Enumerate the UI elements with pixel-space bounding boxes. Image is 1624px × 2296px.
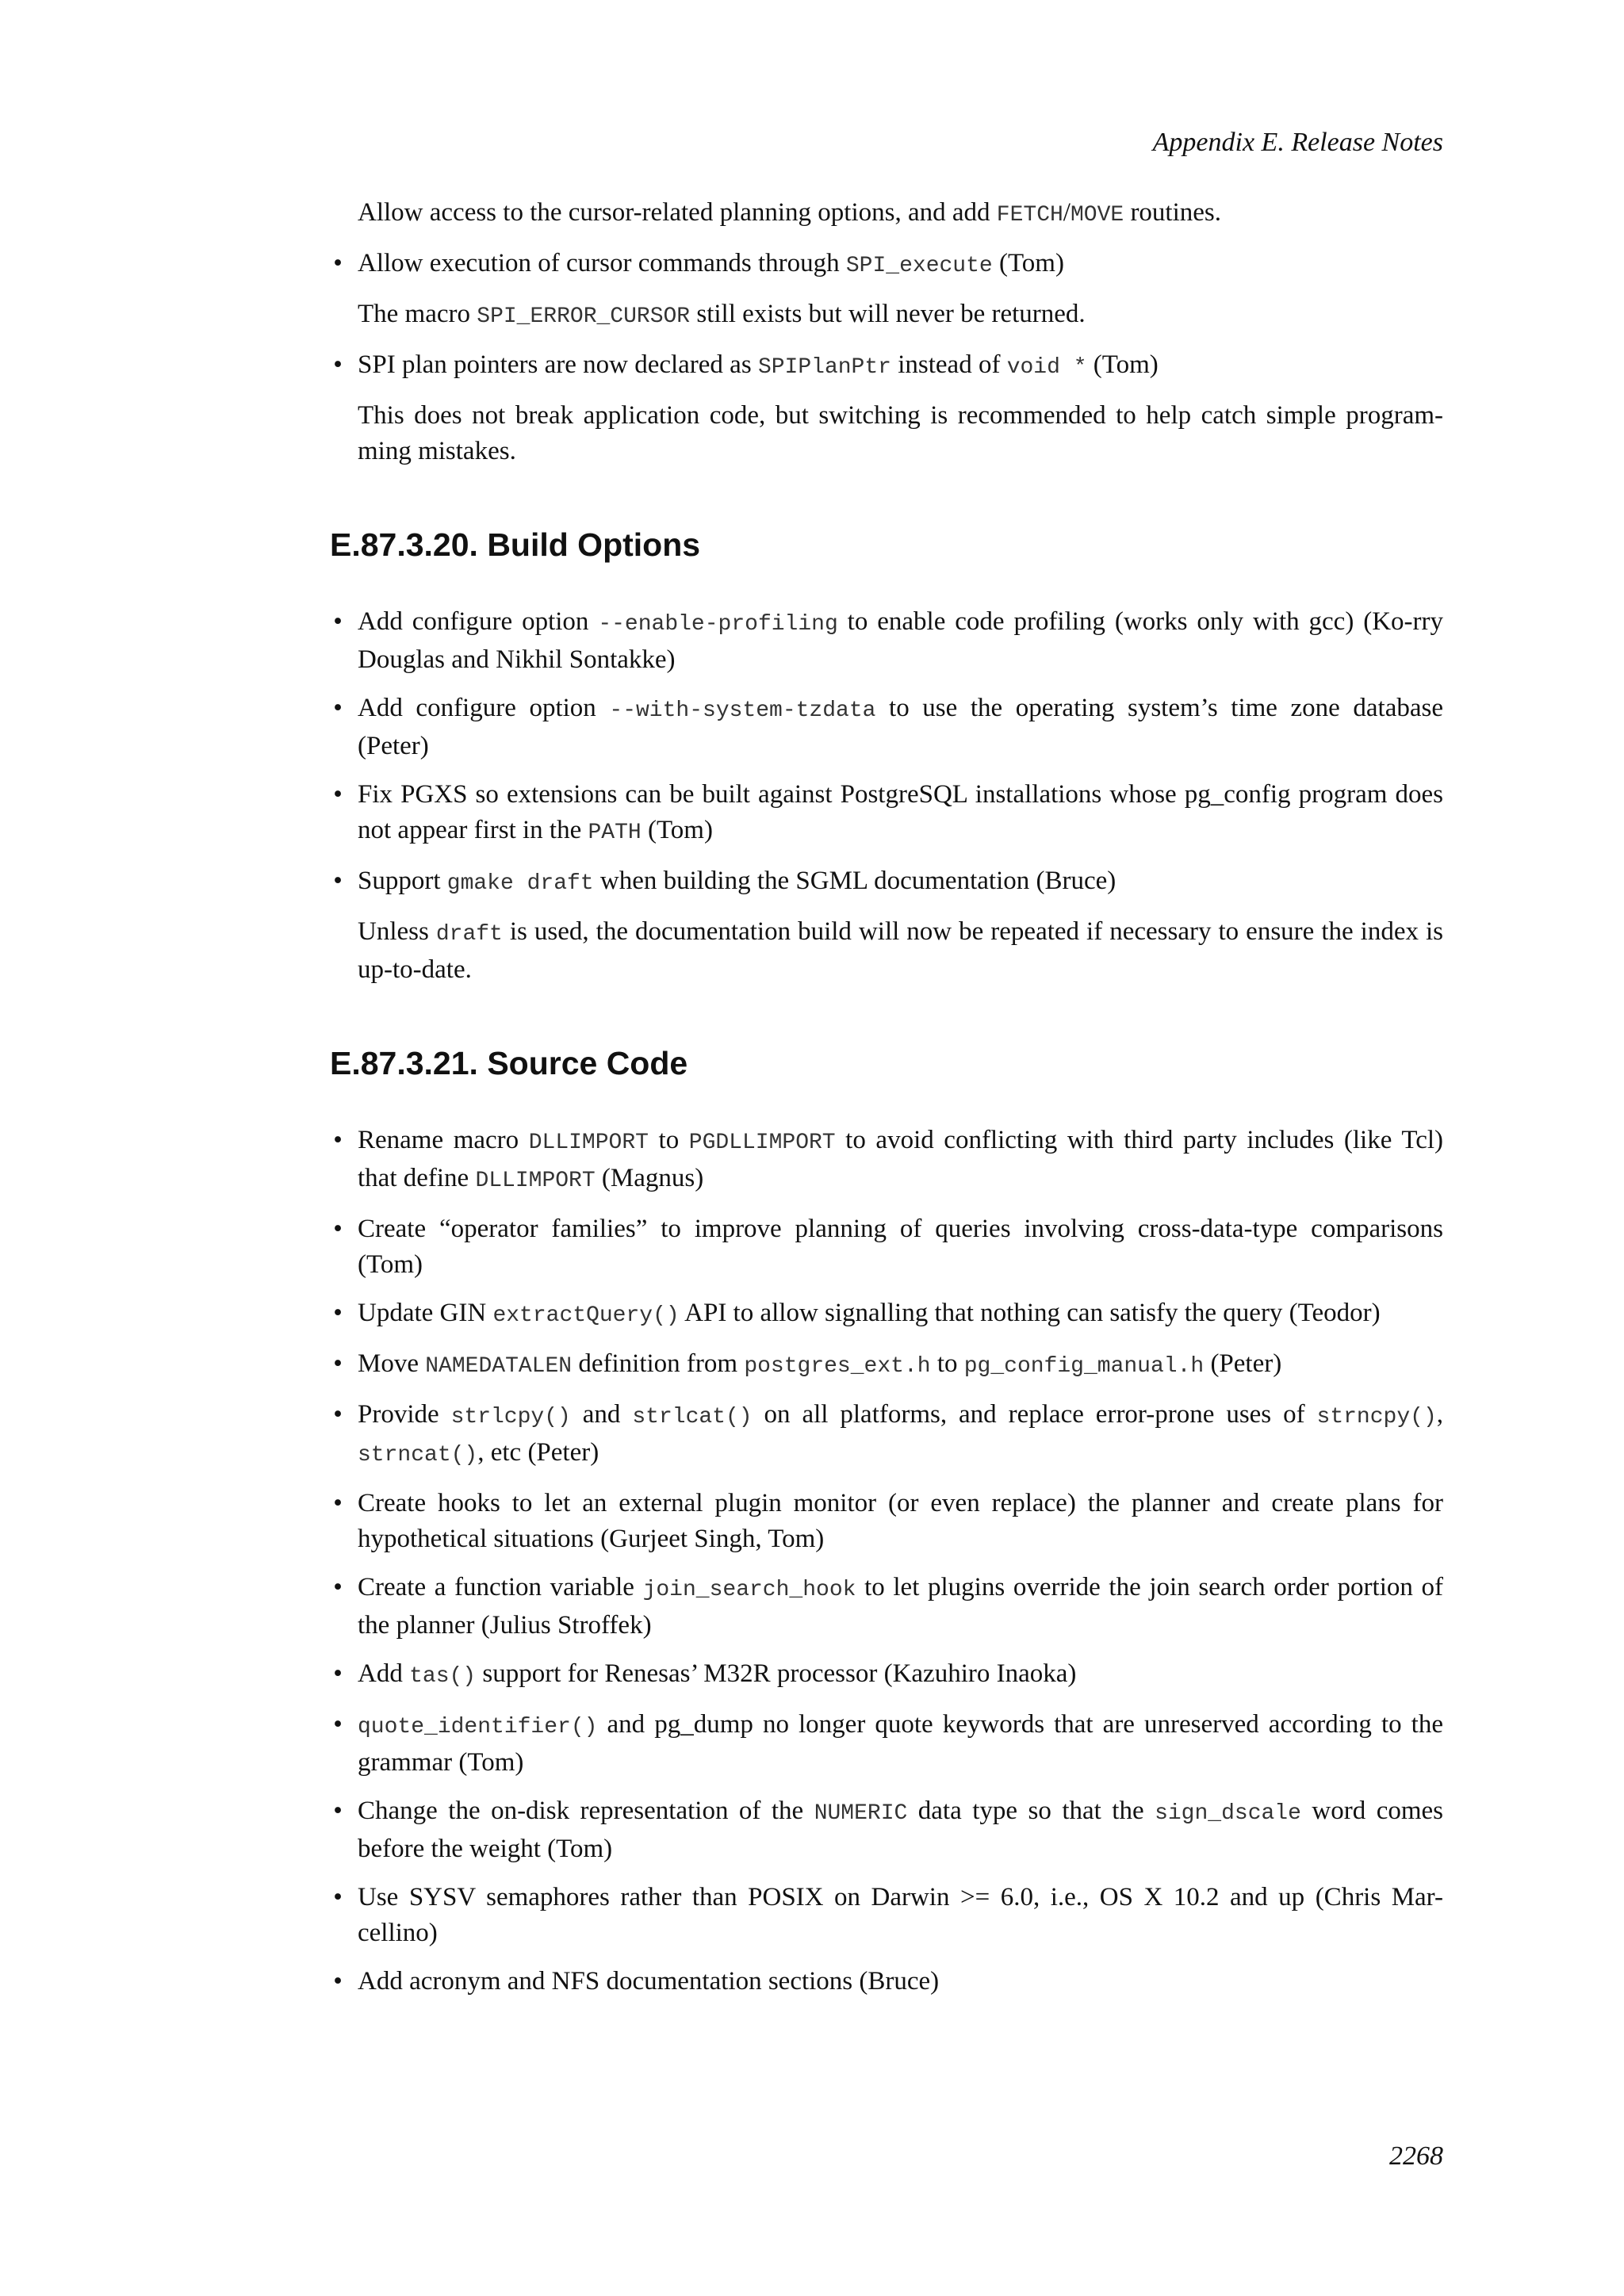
bullet-icon: • <box>333 1710 343 1739</box>
code-literal: sign_dscale <box>1155 1801 1301 1826</box>
code-literal: --with-system-tzdata <box>609 698 876 723</box>
list-item <box>333 1793 1443 1867</box>
bullet-icon: • <box>333 350 343 379</box>
bullet-icon: • <box>333 1400 343 1429</box>
list-item <box>333 246 1443 284</box>
code-literal: FETCH <box>996 203 1063 228</box>
list-item <box>333 1880 1443 1951</box>
code-literal: strlcat() <box>632 1405 753 1429</box>
list-item-text: Add configure option --with-system-tzdata to use the operating system’s time zone database (Peter) <box>358 694 1443 760</box>
list-item-text: Create hooks to let an external plugin monitor (or even replace) the planner and create plans for hypothetical situations (Gurjeet Singh, Tom) <box>358 1489 1443 1553</box>
list-item-text: Create a function variable join_search_hook to let plugins override the join search order portion of the planner (Julius Stroffek) <box>358 1573 1443 1640</box>
bullet-icon: • <box>333 249 343 277</box>
bullet-icon: • <box>333 1299 343 1327</box>
list-item <box>333 1346 1443 1384</box>
paragraph: Allow access to the cursor-related planning options, and add FETCH/MOVE routines. <box>358 198 1222 228</box>
code-literal: MOVE <box>1070 203 1124 228</box>
list-item-text: Create “operator families” to improve planning of queries involving cross-data-type comparisons (Tom) <box>358 1215 1443 1279</box>
code-literal: tas() <box>409 1664 477 1689</box>
code-literal: DLLIMPORT <box>528 1131 649 1155</box>
page-content <box>330 195 1443 2012</box>
section-heading-source-code: E.87.3.21. Source Code <box>330 1045 688 1081</box>
code-literal: gmake draft <box>446 871 594 896</box>
code-literal: join_search_hook <box>642 1578 856 1602</box>
list-item <box>333 1656 1443 1694</box>
bullet-icon: • <box>333 1883 343 1911</box>
bullet-icon: • <box>333 607 343 636</box>
section-heading-build-options: E.87.3.20. Build Options <box>330 526 701 563</box>
list-item-text: Fix PGXS so extensions can be built against PostgreSQL installations whose pg_config program does not appear first in the PATH (Tom) <box>358 780 1443 845</box>
list-item <box>333 347 1443 385</box>
list-item-text: SPI plan pointers are now declared as SPIPlanPtr instead of void * (Tom) <box>358 350 1159 380</box>
list-item-text: Rename macro DLLIMPORT to PGDLLIMPORT to avoid conflicting with third party includes (like Tcl) that define DLLIMPORT (Magnus) <box>358 1126 1443 1193</box>
list-item <box>333 777 1443 851</box>
list-item <box>333 1397 1443 1473</box>
paragraph: Unless draft is used, the documentation build will now be repeated if necessary to ensure the index is up-to-date. <box>358 917 1443 984</box>
list-item <box>333 1707 1443 1781</box>
list-item <box>333 604 1443 678</box>
list-item-text: Add configure option --enable-profiling to enable code profiling (works only with gcc) (Ko-rry Douglas and Nikhil Sontakke) <box>358 607 1443 674</box>
code-literal: NAMEDATALEN <box>425 1354 573 1379</box>
code-literal: PGDLLIMPORT <box>688 1131 836 1155</box>
list-item-text: quote_identifier() and pg_dump no longer quote keywords that are unreserved according to the grammar (Tom) <box>358 1710 1443 1777</box>
list-item <box>333 1211 1443 1283</box>
bullet-icon: • <box>333 694 343 722</box>
bullet-icon: • <box>333 1659 343 1688</box>
code-literal: strlcpy() <box>450 1405 571 1429</box>
code-literal: DLLIMPORT <box>475 1169 596 1193</box>
list-item-text: Add tas() support for Renesas’ M32R processor (Kazuhiro Inaoka) <box>358 1659 1077 1689</box>
code-literal: PATH <box>588 821 642 845</box>
list-item-text: Move NAMEDATALEN definition from postgres_ext.h to pg_config_manual.h (Peter) <box>358 1349 1282 1379</box>
list-item <box>333 1295 1443 1334</box>
bullet-icon: • <box>333 1967 343 1996</box>
code-literal: SPI_ERROR_CURSOR <box>477 304 691 329</box>
code-literal: draft <box>435 922 503 947</box>
code-literal: void * <box>1006 355 1087 380</box>
list-item <box>333 1570 1443 1644</box>
code-literal: pg_config_manual.h <box>963 1354 1205 1379</box>
bullet-icon: • <box>333 867 343 895</box>
list-item-text: Use SYSV semaphores rather than POSIX on Darwin >= 6.0, i.e., OS X 10.2 and up (Chris Mar-cellino) <box>358 1883 1443 1947</box>
list-item <box>333 863 1443 901</box>
code-literal: strncat() <box>358 1443 478 1468</box>
list-item-text: Add acronym and NFS documentation sections (Bruce) <box>358 1967 940 1996</box>
code-literal: SPI_execute <box>845 254 993 278</box>
bullet-icon: • <box>333 780 343 809</box>
bullet-icon: • <box>333 1349 343 1378</box>
bullet-icon: • <box>333 1489 343 1517</box>
list-item <box>333 691 1443 764</box>
code-literal: SPIPlanPtr <box>757 355 891 380</box>
code-literal: quote_identifier() <box>358 1715 598 1739</box>
running-head: Appendix E. Release Notes <box>1152 128 1443 157</box>
list-item-text: Support gmake draft when building the SGML documentation (Bruce) <box>358 867 1116 896</box>
list-item-text: Allow execution of cursor commands through SPI_execute (Tom) <box>358 249 1064 278</box>
code-literal: NUMERIC <box>814 1801 908 1826</box>
list-item-text: Provide strlcpy() and strlcat() on all platforms, and replace error-prone uses of strncpy(), strncat(), etc (Peter) <box>358 1400 1443 1468</box>
list-item <box>333 1486 1443 1557</box>
code-literal: extractQuery() <box>492 1303 680 1328</box>
list-item-text: Update GIN extractQuery() API to allow signalling that nothing can satisfy the query (Teodor) <box>358 1299 1381 1328</box>
list-item-text: Change the on-disk representation of the NUMERIC data type so that the sign_dscale word comes before the weight (Tom) <box>358 1797 1443 1863</box>
bullet-icon: • <box>333 1573 343 1601</box>
code-literal: --enable-profiling <box>598 612 838 637</box>
page-number: 2268 <box>1389 2141 1443 2171</box>
code-literal: strncpy() <box>1316 1405 1437 1429</box>
code-literal: postgres_ext.h <box>744 1354 931 1379</box>
bullet-icon: • <box>333 1126 343 1154</box>
list-item <box>333 1123 1443 1199</box>
paragraph: This does not break application code, but switching is recommended to help catch simple program-ming mistakes. <box>358 401 1443 465</box>
bullet-icon: • <box>333 1797 343 1825</box>
list-item <box>333 1964 1443 1999</box>
bullet-icon: • <box>333 1215 343 1243</box>
paragraph: The macro SPI_ERROR_CURSOR still exists but will never be returned. <box>358 300 1086 329</box>
